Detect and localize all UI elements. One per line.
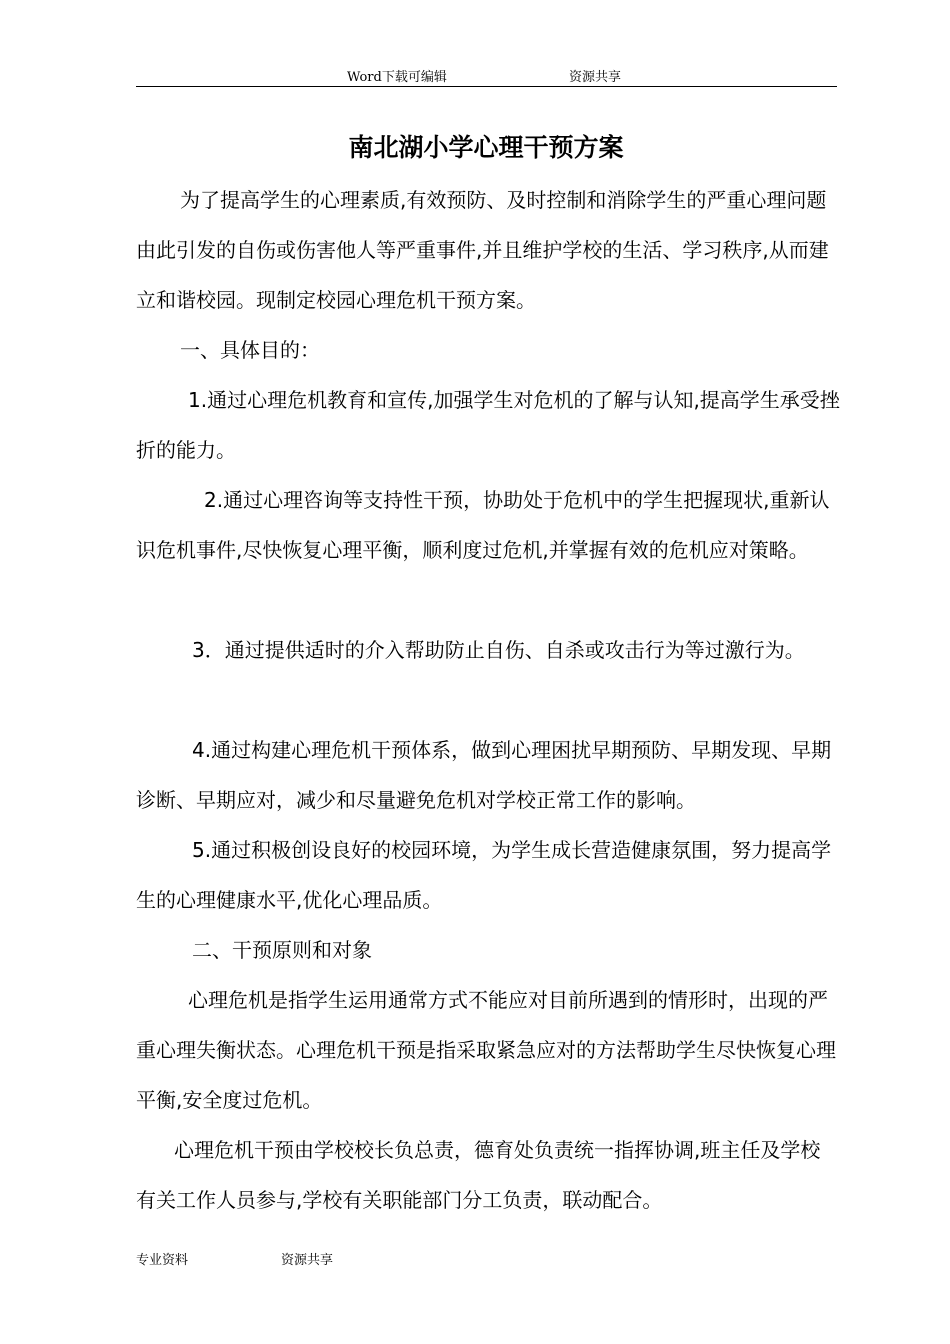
section-heading-goals: 一、具体目的： (180, 338, 320, 362)
header-right-text: 资源共享 (569, 70, 622, 85)
goal-item-3: 3．通过提供适时的介入帮助防止自伤、自杀或攻击行为等过激行为。 (192, 638, 805, 662)
goal-item-4: 4.通过构建心理危机干预体系，做到心理困扰早期预防、早期发现、早期诊断、早期应对，减少和尽量避免危机对学校正常工作的影响。 (136, 738, 832, 812)
responsibility-paragraph: 心理危机干预由学校校长负总责，德育处负责统一指挥协调,班主任及学校有关工作人员参与,学校有关职能部门分工负责，联动配合。 (136, 1138, 821, 1212)
document-title: 南北湖小学心理干预方案 (348, 133, 624, 162)
intro-paragraph: 为了提高学生的心理素质,有效预防、及时控制和消除学生的严重心理问题由此引发的自伤或伤害他人等严重事件,并且维护学校的生活、学习秩序,从而建立和谐校园。现制定校园心理危机干预方案。 (136, 188, 829, 312)
section-heading-principles: 二、干预原则和对象 (192, 938, 372, 962)
header-left-text: Word下载可编辑 (347, 70, 447, 85)
goal-item-2: 2.通过心理咨询等支持性干预，协助处于危机中的学生把握现状,重新认识危机事件,尽快恢复心理平衡，顺利度过危机,并掌握有效的危机应对策略。 (136, 488, 830, 562)
page-header (136, 62, 837, 87)
goal-item-5: 5.通过积极创设良好的校园环境，为学生成长营造健康氛围，努力提高学生的心理健康水平,优化心理品质。 (136, 838, 832, 912)
footer-left-text: 专业资料 (136, 1253, 189, 1268)
crisis-definition-paragraph: 心理危机是指学生运用通常方式不能应对目前所遇到的情形时，出现的严重心理失衡状态。心理危机干预是指采取紧急应对的方法帮助学生尽快恢复心理平衡,安全度过危机。 (136, 988, 836, 1112)
footer-right-text: 资源共享 (281, 1253, 334, 1268)
goal-item-1: 1.通过心理危机教育和宣传,加强学生对危机的了解与认知,提高学生承受挫折的能力。 (136, 388, 840, 462)
